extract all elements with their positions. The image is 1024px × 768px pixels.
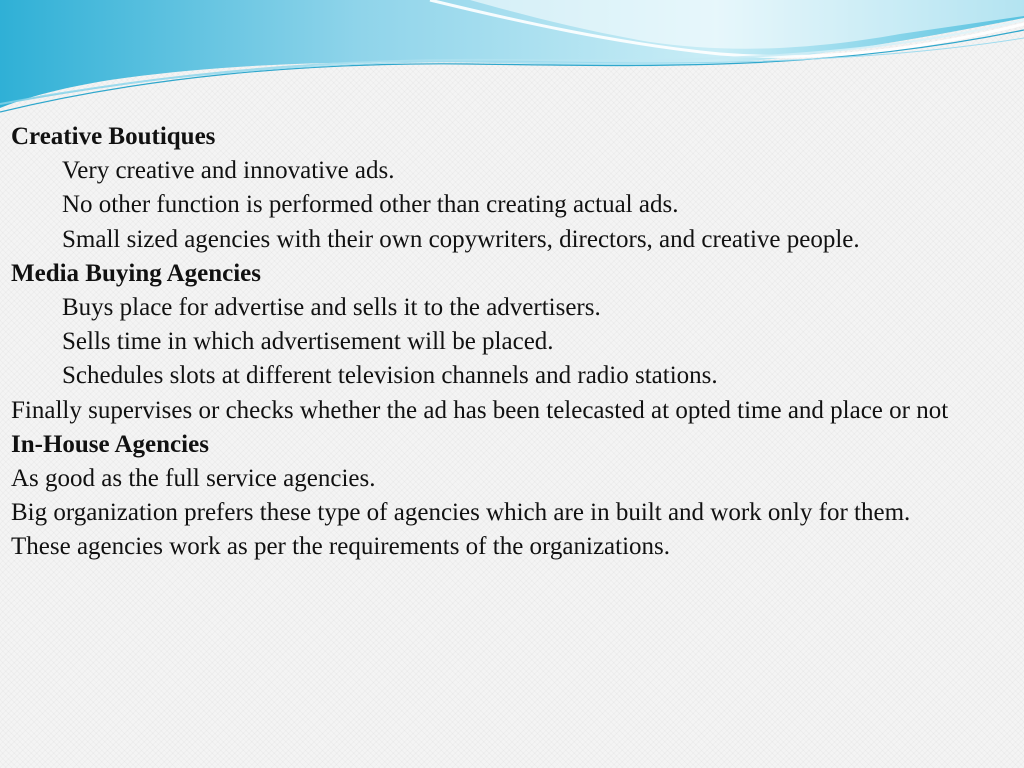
bullet-line: No other function is performed other than creating actual ads. xyxy=(62,191,679,219)
bullet-line: Schedules slots at different television channels and radio stations. xyxy=(62,362,718,390)
slide-text-body xyxy=(11,120,1013,565)
paragraph-line: As good as the full service agencies. xyxy=(11,465,376,493)
section-heading-in-house-agencies: In-House Agencies xyxy=(11,430,209,458)
bullet-line: Sells time in which advertisement will be placed. xyxy=(62,328,554,356)
bullet-line: Very creative and innovative ads. xyxy=(62,157,395,185)
bullet-line: Buys place for advertise and sells it to the advertisers. xyxy=(62,294,601,322)
paragraph-line: Finally supervises or checks whether the ad has been telecasted at opted time and place or not xyxy=(11,396,949,424)
bullet-line: Small sized agencies with their own copywriters, directors, and creative people. xyxy=(62,225,860,253)
section-heading-media-buying-agencies: Media Buying Agencies xyxy=(11,259,262,287)
section-heading-creative-boutiques: Creative Boutiques xyxy=(11,123,216,150)
paragraph-line: Big organization prefers these type of agencies which are in built and work only for them. xyxy=(11,499,911,527)
paragraph-line: These agencies work as per the requirements of the organizations. xyxy=(11,533,671,561)
header-wave-decoration xyxy=(0,0,1024,120)
